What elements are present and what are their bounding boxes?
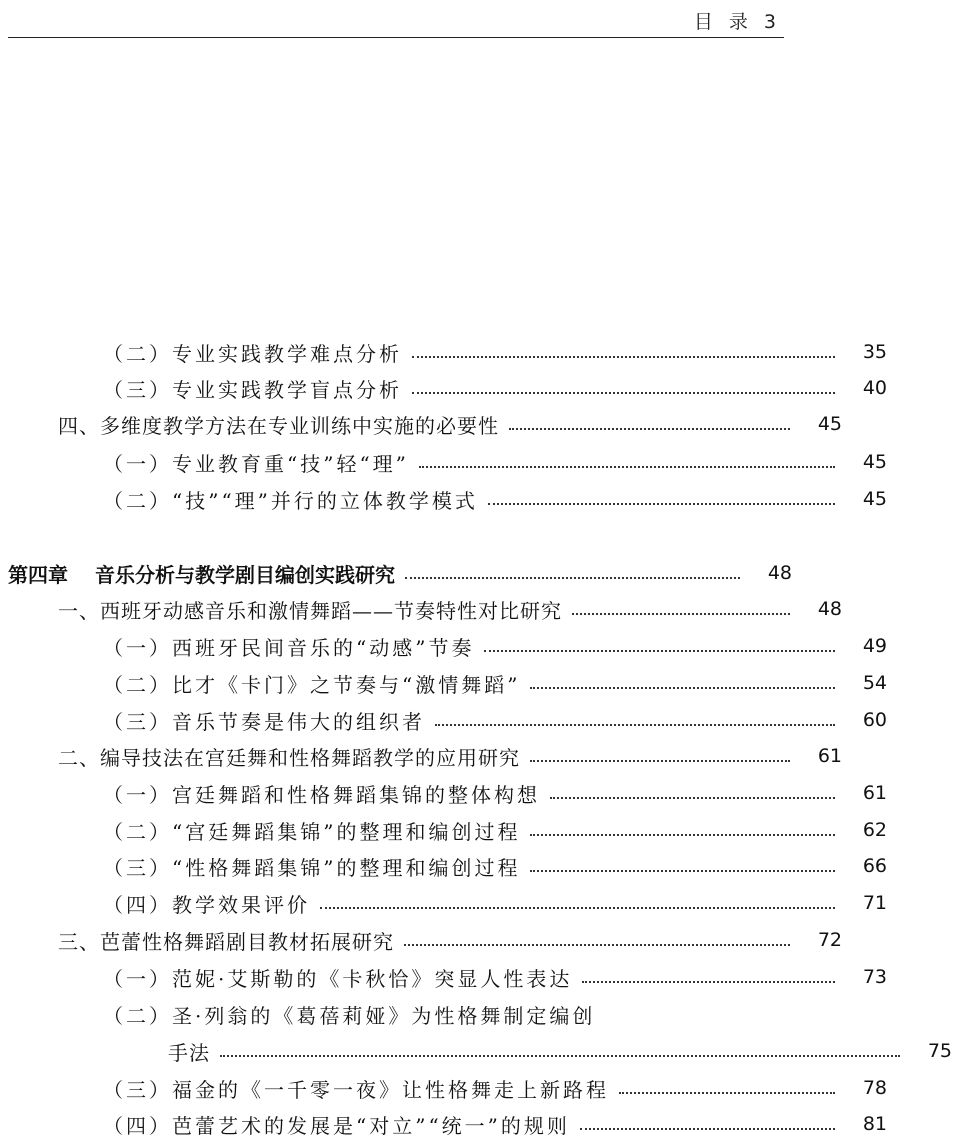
dot-leader [220, 1055, 900, 1057]
toc-entry [0, 888, 893, 918]
toc-entry-label: 第四章 音乐分析与教学剧目编创实践研究 [8, 562, 395, 587]
toc-entry-label: （二）比才《卡门》之节奏与“激情舞蹈” [103, 672, 521, 697]
toc-entry-label: （三）音乐节奏是伟大的组织者 [103, 709, 425, 734]
toc-entry-label: （一）专业教育重“技”轻“理” [103, 451, 409, 476]
toc-entry-page: 48 [817, 598, 842, 620]
toc-entry-page: 78 [862, 1077, 887, 1099]
dot-leader [530, 687, 835, 689]
dot-leader [435, 724, 835, 726]
toc-entry-label: （二）“宫廷舞蹈集锦”的整理和编创过程 [103, 819, 521, 844]
toc-entry [0, 778, 893, 808]
dot-leader [550, 797, 835, 799]
toc-entry [0, 999, 893, 1029]
toc-entry-label: （二）“技”“理”并行的立体教学模式 [103, 488, 478, 513]
dot-leader [404, 944, 790, 946]
running-header: 目 录 3 [693, 11, 781, 33]
dot-leader [320, 907, 835, 909]
dot-leader [619, 1092, 835, 1094]
dot-leader [530, 870, 835, 872]
toc-entry-label: （四）教学效果评价 [103, 892, 310, 917]
dot-leader [530, 760, 790, 762]
dot-leader [405, 577, 740, 579]
toc-entry-label: （四）芭蕾艺术的发展是“对立”“统一”的规则 [103, 1113, 570, 1138]
toc-entry-page: 54 [862, 672, 887, 694]
dot-leader [484, 650, 835, 652]
toc-entry [0, 851, 893, 881]
toc-entry-page: 75 [927, 1040, 952, 1062]
toc-entry-page: 73 [862, 966, 887, 988]
toc-entry-page: 66 [862, 855, 887, 877]
dot-leader [412, 392, 835, 394]
toc-entry-page: 72 [817, 929, 842, 951]
toc-entry [0, 447, 893, 477]
dot-leader [419, 466, 835, 468]
toc-entry-label: （一）宫廷舞蹈和性格舞蹈集锦的整体构想 [103, 782, 540, 807]
toc-entry-label: （一）范妮·艾斯勒的《卡秋恰》突显人性表达 [103, 966, 573, 991]
toc-entry [0, 815, 893, 845]
toc-entry [0, 484, 893, 514]
toc-entry-label: 二、编导技法在宫廷舞和性格舞蹈教学的应用研究 [58, 745, 520, 770]
toc-entry-page: 45 [862, 451, 887, 473]
toc-entry-label: 手法 [168, 1040, 210, 1065]
dot-leader [582, 981, 835, 983]
toc-entry-label: （二）圣·列翁的《葛蓓莉娅》为性格舞制定编创 [103, 1003, 596, 1028]
dot-leader [572, 613, 790, 615]
toc-entry [0, 925, 848, 955]
toc-entry-page: 81 [862, 1113, 887, 1135]
toc-entry-page: 48 [767, 562, 792, 584]
dot-leader [509, 428, 790, 430]
toc-entry-label: （一）西班牙民间音乐的“动感”节奏 [103, 635, 475, 660]
dot-leader [412, 356, 835, 358]
toc-entry [0, 594, 848, 624]
toc-entry [0, 1073, 893, 1103]
toc-entry-label: （三）“性格舞蹈集锦”的整理和编创过程 [103, 855, 521, 880]
toc-entry [0, 705, 893, 735]
toc-entry [0, 741, 848, 771]
toc-entry-page: 61 [862, 782, 887, 804]
dot-leader [580, 1128, 835, 1130]
toc-entry-continuation [0, 1036, 958, 1066]
toc-entry-label: 三、芭蕾性格舞蹈剧目教材拓展研究 [58, 929, 394, 954]
toc-entry [0, 668, 893, 698]
toc-entry-label: 四、多维度教学方法在专业训练中实施的必要性 [58, 413, 499, 438]
toc-entry [0, 631, 893, 661]
toc-entry-label: （三）专业实践教学盲点分析 [103, 377, 402, 402]
toc-entry [0, 337, 893, 367]
toc-entry-page: 45 [817, 413, 842, 435]
toc-entry-page: 60 [862, 709, 887, 731]
toc-entry-page: 62 [862, 819, 887, 841]
dot-leader [530, 834, 835, 836]
toc-entry-page: 49 [862, 635, 887, 657]
toc-entry-page: 71 [862, 892, 887, 914]
toc-entry [0, 409, 848, 439]
toc-entry-label: （二）专业实践教学难点分析 [103, 341, 402, 366]
toc-entry-label: （三）福金的《一千零一夜》让性格舞走上新路程 [103, 1077, 609, 1102]
toc-entry [0, 373, 893, 403]
toc-entry-page: 40 [862, 377, 887, 399]
toc-entry-label: 一、西班牙动感音乐和激情舞蹈——节奏特性对比研究 [58, 598, 562, 623]
toc-entry-page: 45 [862, 488, 887, 510]
toc-entry-page: 61 [817, 745, 842, 767]
dot-leader [488, 503, 835, 505]
toc-entry [0, 1109, 893, 1139]
toc-entry-page: 35 [862, 341, 887, 363]
toc-chapter-entry [0, 558, 798, 588]
toc-entry [0, 962, 893, 992]
